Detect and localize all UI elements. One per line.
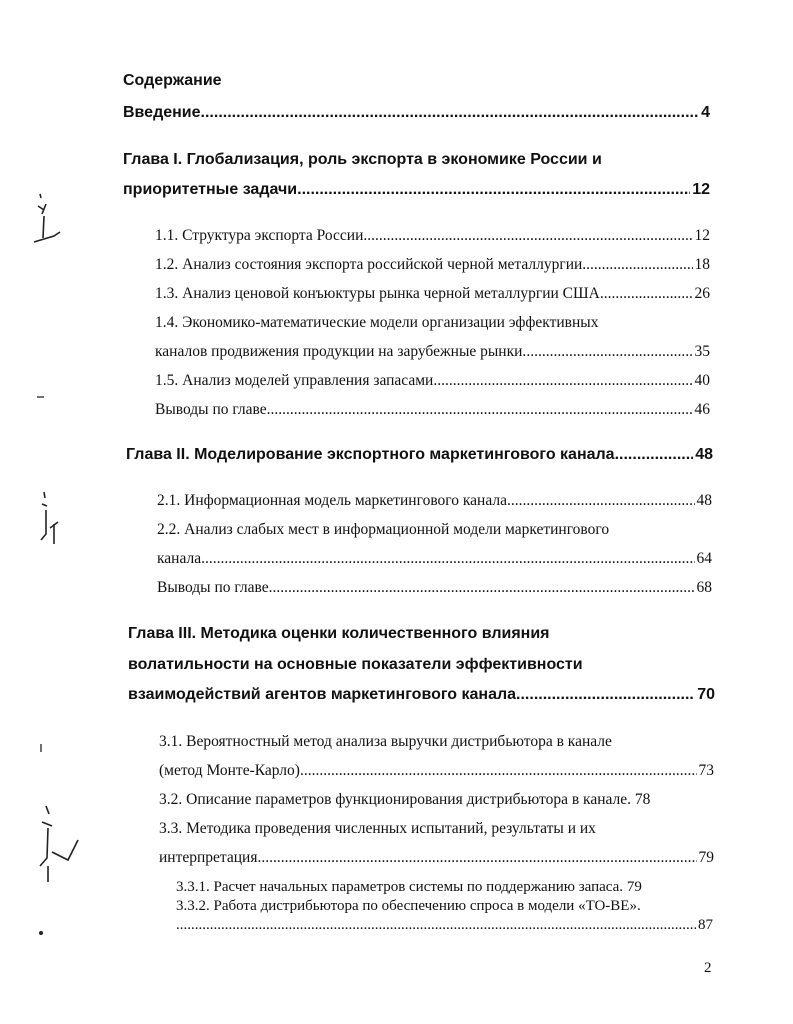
- toc-entry-title: 1.1. Структура экспорта России: [155, 227, 364, 244]
- toc-entry-page: 70: [697, 686, 715, 703]
- toc-entry-2-1[interactable]: [157, 492, 712, 510]
- toc-entry-title: 3.2. Описание параметров функционирования дистрибьютора в канале.: [159, 791, 631, 808]
- toc-entry-1-4-line1[interactable]: 1.4. Экономико-математические модели организации эффективных: [155, 314, 599, 331]
- toc-entry-2-2-line1[interactable]: 2.2. Анализ слабых мест в информационной модели маркетингового: [157, 521, 610, 538]
- toc-entry-title: приоритетные задачи.: [123, 181, 302, 198]
- toc-entry-2-2[interactable]: [157, 550, 712, 568]
- toc-entry-page: 12: [694, 227, 710, 244]
- toc-leader: [433, 372, 692, 390]
- toc-leader: [273, 579, 695, 597]
- toc-entry-title: Выводы по главе.: [157, 579, 273, 596]
- toc-leader: [604, 285, 693, 303]
- toc-entry-title: интерпретация.: [159, 849, 262, 866]
- toc-entry-1-1[interactable]: [155, 227, 710, 245]
- toc-entry-title: 3.3.1. Расчет начальных параметров системы по поддержанию запаса.: [176, 879, 624, 895]
- toc-entry-page: 4: [701, 104, 710, 121]
- toc-entry-title: каналов продвижения продукции на зарубежные рынки.: [155, 343, 527, 360]
- margin-handwritten-mark: [30, 800, 82, 884]
- toc-entry-page: 26: [694, 285, 710, 302]
- toc-entry-3-3-1[interactable]: [176, 879, 642, 896]
- toc-leader: [205, 550, 695, 568]
- toc-entry-title: Глава II. Моделирование экспортного маркетингового канала.: [126, 446, 620, 463]
- chapter3-title-line1[interactable]: Глава III. Методика оценки количественного влияния: [128, 625, 550, 642]
- toc-entry-1-3[interactable]: [155, 285, 710, 303]
- toc-entry-page: 46: [694, 401, 710, 418]
- toc-entry-page: 68: [696, 579, 712, 596]
- toc-entry-intro[interactable]: [123, 104, 710, 122]
- toc-entry-page: 48: [696, 492, 712, 509]
- margin-handwritten-mark: [32, 488, 66, 558]
- toc-entry-chapter2[interactable]: [126, 446, 713, 464]
- toc-entry-1-conclusions[interactable]: [155, 401, 710, 419]
- toc-entry-3-3-2[interactable]: [176, 917, 713, 934]
- toc-entry-3-1-line1[interactable]: 3.1. Вероятностный метод анализа выручки дистрибьютора в канале: [159, 733, 612, 750]
- toc-entry-title: 2.1. Информационная модель маркетингового канала.: [157, 492, 511, 509]
- toc-leader: [176, 917, 696, 934]
- toc-entry-title: Выводы по главе: [155, 401, 267, 418]
- toc-leader: [526, 343, 692, 361]
- toc-leader: [363, 227, 692, 245]
- toc-heading: Содержание: [123, 72, 222, 89]
- toc-leader: [619, 446, 693, 464]
- margin-speck: [36, 392, 46, 402]
- toc-leader: [302, 181, 691, 199]
- toc-entry-3-3[interactable]: [159, 849, 714, 867]
- toc-entry-1-2[interactable]: [155, 256, 710, 274]
- toc-leader: [261, 849, 696, 867]
- toc-entry-title: 1.2. Анализ состояния экспорта российской черной металлургии.: [155, 256, 587, 273]
- toc-entry-page: 64: [696, 550, 712, 567]
- toc-entry-page: 87: [698, 917, 713, 933]
- toc-leader: [267, 401, 693, 419]
- toc-entry-title: (метод Монте-Карло): [159, 762, 300, 779]
- toc-entry-page: 40: [694, 372, 710, 389]
- margin-handwritten-mark: [28, 188, 64, 252]
- toc-entry-page: 12: [692, 181, 710, 198]
- toc-entry-3-1[interactable]: [159, 762, 714, 780]
- margin-speck: [36, 928, 46, 938]
- toc-entry-3-2[interactable]: [159, 791, 650, 809]
- margin-speck: [36, 742, 46, 756]
- toc-leader: [520, 686, 695, 704]
- toc-entry-3-3-line1[interactable]: 3.3. Методика проведения численных испытаний, результаты и их: [159, 820, 596, 837]
- toc-entry-page: 78: [634, 791, 651, 808]
- toc-leader: [201, 104, 700, 122]
- toc-leader: [300, 762, 697, 780]
- toc-entry-page: 18: [694, 256, 710, 273]
- toc-leader: [511, 492, 695, 510]
- toc-entry-page: 79: [626, 879, 642, 895]
- toc-entry-page: 73: [698, 762, 714, 779]
- page-number: 2: [704, 960, 712, 976]
- toc-entry-3-3-2-line1[interactable]: 3.3.2. Работа дистрибьютора по обеспечению спроса в модели «TO-BE».: [176, 898, 641, 914]
- chapter3-title-line2[interactable]: волатильности на основные показатели эффективности: [128, 656, 583, 673]
- toc-entry-2-conclusions[interactable]: [157, 579, 712, 597]
- chapter1-title-line1[interactable]: Глава I. Глобализация, роль экспорта в экономике России и: [123, 151, 602, 168]
- toc-entry-page: 35: [694, 343, 710, 360]
- toc-entry-chapter3[interactable]: [128, 686, 715, 704]
- toc-entry-title: взаимодействий агентов маркетингового канала.: [128, 686, 521, 703]
- toc-entry-title: канала.: [157, 550, 205, 567]
- toc-entry-1-4[interactable]: [155, 343, 710, 361]
- toc-entry-page: 79: [698, 849, 714, 866]
- toc-entry-chapter1[interactable]: [123, 181, 710, 199]
- toc-entry-title: 1.5. Анализ моделей управления запасами: [155, 372, 434, 389]
- toc-leader: [586, 256, 692, 274]
- toc-entry-page: 48: [695, 446, 713, 463]
- toc-entry-title: 1.3. Анализ ценовой конъюктуры рынка черной металлургии США.: [155, 285, 604, 302]
- toc-entry-1-5[interactable]: [155, 372, 710, 390]
- toc-entry-title: Введение: [123, 104, 201, 121]
